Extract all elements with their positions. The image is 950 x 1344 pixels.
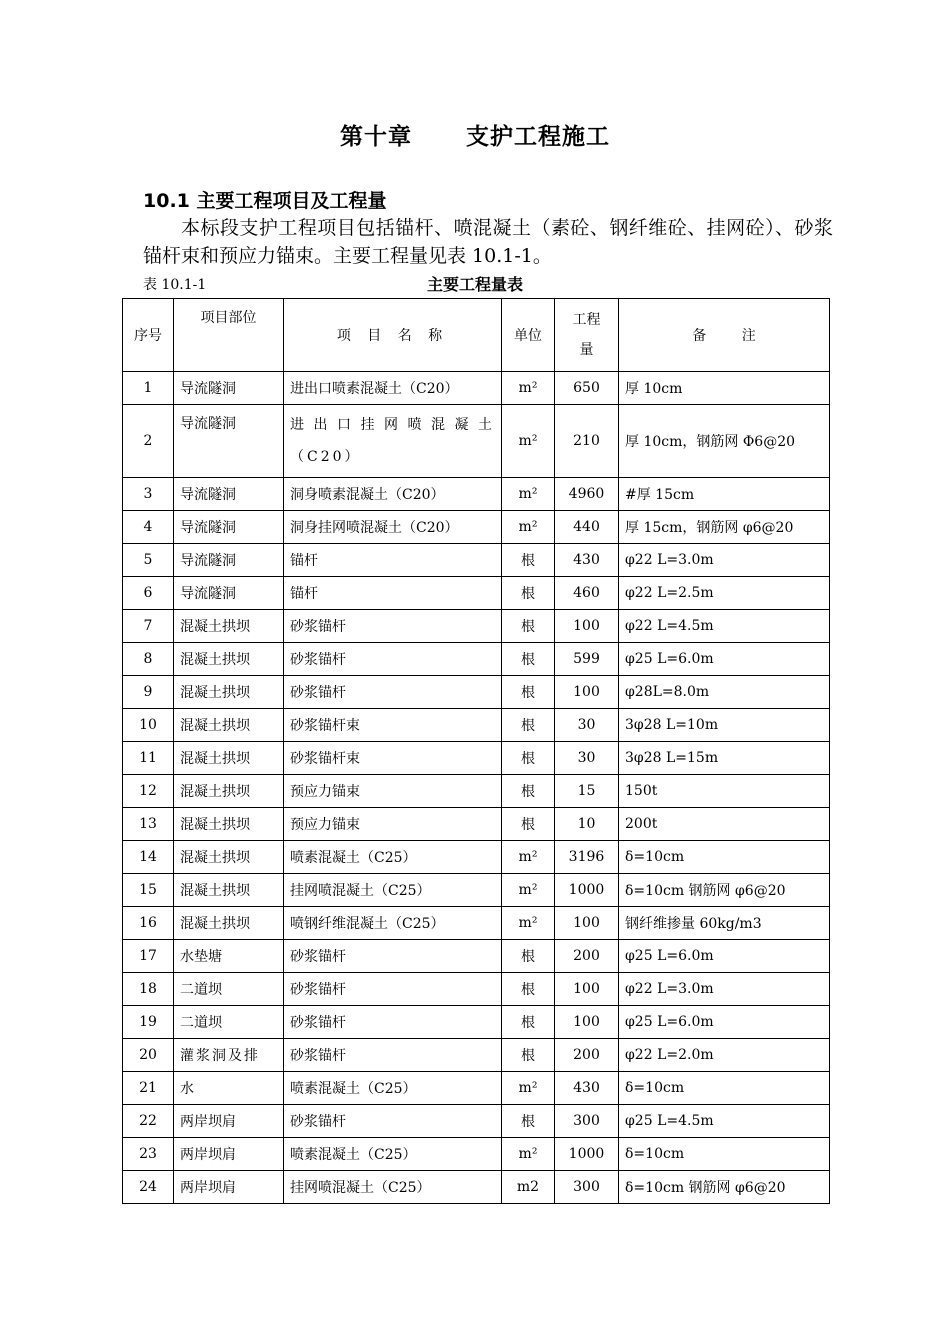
cell-unit: 根: [502, 973, 555, 1006]
cell-qty: 430: [555, 544, 619, 577]
cell-name: 喷素混凝土（C25）: [284, 1138, 502, 1171]
cell-remark: φ25 L=6.0m: [619, 1006, 830, 1039]
cell-unit: [502, 372, 555, 405]
cell-unit: [502, 1138, 555, 1171]
header-seq: 序号: [123, 299, 174, 372]
cell-unit: 根: [502, 610, 555, 643]
cell-unit: 根: [502, 544, 555, 577]
cell-remark: δ=10cm: [619, 841, 830, 874]
cell-unit: [502, 907, 555, 940]
cell-seq: 11: [123, 742, 174, 775]
cell-name: 进出口挂网喷混凝土（C20）: [284, 405, 502, 478]
cell-qty: 599: [555, 643, 619, 676]
cell-remark: 200t: [619, 808, 830, 841]
table-row: [123, 643, 830, 676]
table-row: [123, 940, 830, 973]
cell-name: 喷素混凝土（C25）: [284, 841, 502, 874]
cell-part: 导流隧洞: [174, 478, 284, 511]
cell-name: 砂浆锚杆: [284, 940, 502, 973]
table-row: [123, 1171, 830, 1204]
cell-unit: 根: [502, 577, 555, 610]
table-row: [123, 577, 830, 610]
cell-name: 预应力锚束: [284, 775, 502, 808]
table-row: [123, 405, 830, 478]
cell-name: 砂浆锚杆: [284, 610, 502, 643]
cell-remark: φ22 L=3.0m: [619, 544, 830, 577]
cell-remark: 厚 10cm: [619, 372, 830, 405]
unit-text: m²: [518, 882, 538, 898]
cell-part: 导流隧洞: [174, 372, 284, 405]
cell-name: 喷钢纤维混凝土（C25）: [284, 907, 502, 940]
header-qty: 工程量: [555, 299, 619, 372]
cell-seq: 9: [123, 676, 174, 709]
table-header-row: [123, 299, 830, 372]
cell-name: 喷素混凝土（C25）: [284, 1072, 502, 1105]
cell-qty: 210: [555, 405, 619, 478]
cell-remark: δ=10cm 钢筋网 φ6@20: [619, 874, 830, 907]
table-row: [123, 1138, 830, 1171]
cell-unit: 根: [502, 742, 555, 775]
cell-unit: [502, 511, 555, 544]
cell-part: 两岸坝肩: [174, 1171, 284, 1204]
cell-seq: 2: [123, 405, 174, 478]
table-row: [123, 1039, 830, 1072]
cell-remark: δ=10cm: [619, 1072, 830, 1105]
table-row: [123, 709, 830, 742]
cell-name: 挂网喷混凝土（C25）: [284, 1171, 502, 1204]
table-row: [123, 775, 830, 808]
cell-remark: φ25 L=6.0m: [619, 940, 830, 973]
cell-remark: #厚 15cm: [619, 478, 830, 511]
cell-name: 锚杆: [284, 577, 502, 610]
cell-unit: 根: [502, 808, 555, 841]
cell-part: 混凝土拱坝: [174, 742, 284, 775]
cell-remark: 钢纤维掺量 60kg/m3: [619, 907, 830, 940]
cell-seq: 5: [123, 544, 174, 577]
cell-qty: 430: [555, 1072, 619, 1105]
cell-part: 二道坝: [174, 1006, 284, 1039]
cell-unit: m2: [502, 1171, 555, 1204]
cell-qty: 300: [555, 1171, 619, 1204]
cell-remark: 3φ28 L=15m: [619, 742, 830, 775]
table-row: [123, 1006, 830, 1039]
cell-name: 进出口喷素混凝土（C20）: [284, 372, 502, 405]
unit-text: m²: [518, 1080, 538, 1096]
cell-name: 砂浆锚杆: [284, 1039, 502, 1072]
table-row: [123, 973, 830, 1006]
header-unit: 单位: [502, 299, 555, 372]
cell-unit: 根: [502, 940, 555, 973]
cell-seq: 16: [123, 907, 174, 940]
cell-name: 砂浆锚杆: [284, 643, 502, 676]
cell-qty: 4960: [555, 478, 619, 511]
cell-seq: 14: [123, 841, 174, 874]
cell-remark: φ22 L=4.5m: [619, 610, 830, 643]
table-row: [123, 742, 830, 775]
cell-seq: 1: [123, 372, 174, 405]
cell-remark: δ=10cm 钢筋网 φ6@20: [619, 1171, 830, 1204]
cell-name: 砂浆锚杆: [284, 1105, 502, 1138]
cell-qty: 1000: [555, 1138, 619, 1171]
cell-unit: 根: [502, 676, 555, 709]
cell-seq: 8: [123, 643, 174, 676]
cell-name: 锚杆: [284, 544, 502, 577]
cell-part: 导流隧洞: [174, 405, 284, 478]
cell-name: 洞身喷素混凝土（C20）: [284, 478, 502, 511]
cell-remark: δ=10cm: [619, 1138, 830, 1171]
cell-qty: 10: [555, 808, 619, 841]
body-paragraph: 本标段支护工程项目包括锚杆、喷混凝土（素砼、钢纤维砼、挂网砼）、砂浆锚杆束和预应力锚束。主要工程量见表 10.1-1。: [143, 217, 833, 267]
cell-seq: 23: [123, 1138, 174, 1171]
cell-name: 砂浆锚杆束: [284, 742, 502, 775]
cell-remark: φ28L=8.0m: [619, 676, 830, 709]
unit-text: m²: [518, 433, 538, 449]
cell-seq: 22: [123, 1105, 174, 1138]
cell-remark: 厚 10cm，钢筋网 Φ6@20: [619, 405, 830, 478]
cell-part: 混凝土拱坝: [174, 808, 284, 841]
cell-unit: 根: [502, 1039, 555, 1072]
cell-qty: 200: [555, 940, 619, 973]
cell-qty: 100: [555, 610, 619, 643]
table-row: [123, 478, 830, 511]
cell-seq: 15: [123, 874, 174, 907]
cell-seq: 21: [123, 1072, 174, 1105]
cell-seq: 12: [123, 775, 174, 808]
cell-seq: 7: [123, 610, 174, 643]
cell-part: 两岸坝肩: [174, 1105, 284, 1138]
cell-unit: [502, 405, 555, 478]
cell-qty: 3196: [555, 841, 619, 874]
cell-remark: φ25 L=6.0m: [619, 643, 830, 676]
table-row: [123, 1105, 830, 1138]
cell-seq: 6: [123, 577, 174, 610]
cell-unit: 根: [502, 1006, 555, 1039]
unit-text: m²: [518, 486, 538, 502]
unit-text: m²: [518, 915, 538, 931]
cell-seq: 3: [123, 478, 174, 511]
cell-part: 两岸坝肩: [174, 1138, 284, 1171]
cell-qty: 100: [555, 973, 619, 1006]
cell-qty: 100: [555, 676, 619, 709]
cell-qty: 440: [555, 511, 619, 544]
cell-remark: φ22 L=2.0m: [619, 1039, 830, 1072]
table-row: [123, 610, 830, 643]
cell-qty: 200: [555, 1039, 619, 1072]
table-caption: 主要工程量表: [426, 275, 523, 294]
table-label: 表 10.1-1: [143, 277, 207, 293]
unit-text: m²: [518, 519, 538, 535]
cell-seq: 4: [123, 511, 174, 544]
cell-unit: [502, 478, 555, 511]
table-row: [123, 544, 830, 577]
cell-part: 灌浆洞及排: [174, 1039, 284, 1072]
cell-qty: 30: [555, 742, 619, 775]
cell-remark: 厚 15cm，钢筋网 φ6@20: [619, 511, 830, 544]
cell-part: 水: [174, 1072, 284, 1105]
cell-qty: 15: [555, 775, 619, 808]
cell-name: 砂浆锚杆: [284, 973, 502, 1006]
cell-qty: 1000: [555, 874, 619, 907]
cell-qty: 300: [555, 1105, 619, 1138]
cell-part: 二道坝: [174, 973, 284, 1006]
cell-part: 混凝土拱坝: [174, 775, 284, 808]
cell-unit: 根: [502, 775, 555, 808]
cell-remark: φ22 L=3.0m: [619, 973, 830, 1006]
table-row: [123, 511, 830, 544]
cell-seq: 17: [123, 940, 174, 973]
cell-seq: 24: [123, 1171, 174, 1204]
cell-remark: φ25 L=4.5m: [619, 1105, 830, 1138]
cell-remark: 150t: [619, 775, 830, 808]
cell-unit: 根: [502, 643, 555, 676]
unit-text: m²: [518, 380, 538, 396]
cell-unit: [502, 1072, 555, 1105]
section-heading: 10.1 主要工程项目及工程量: [143, 190, 387, 212]
table-row: [123, 874, 830, 907]
cell-name: 预应力锚束: [284, 808, 502, 841]
unit-text: m²: [518, 1146, 538, 1162]
table-row: [123, 841, 830, 874]
cell-seq: 10: [123, 709, 174, 742]
cell-part: 混凝土拱坝: [174, 907, 284, 940]
table-row: [123, 907, 830, 940]
table-row: [123, 676, 830, 709]
cell-name: 砂浆锚杆: [284, 676, 502, 709]
cell-qty: 650: [555, 372, 619, 405]
cell-part: 导流隧洞: [174, 511, 284, 544]
table-row: [123, 1072, 830, 1105]
cell-part: 导流隧洞: [174, 577, 284, 610]
cell-remark: φ22 L=2.5m: [619, 577, 830, 610]
cell-qty: 460: [555, 577, 619, 610]
cell-seq: 19: [123, 1006, 174, 1039]
cell-qty: 100: [555, 1006, 619, 1039]
cell-name: 挂网喷混凝土（C25）: [284, 874, 502, 907]
cell-qty: 100: [555, 907, 619, 940]
cell-name: 洞身挂网喷混凝土（C20）: [284, 511, 502, 544]
cell-part: 混凝土拱坝: [174, 709, 284, 742]
chapter-title: 第十章 支护工程施工: [339, 124, 611, 150]
cell-seq: 13: [123, 808, 174, 841]
header-part: 项目部位: [174, 299, 284, 372]
cell-qty: 30: [555, 709, 619, 742]
cell-part: 混凝土拱坝: [174, 874, 284, 907]
cell-part: 混凝土拱坝: [174, 841, 284, 874]
cell-part: 导流隧洞: [174, 544, 284, 577]
cell-seq: 20: [123, 1039, 174, 1072]
cell-unit: 根: [502, 709, 555, 742]
table-row: [123, 808, 830, 841]
header-name: 项 目 名 称: [284, 299, 502, 372]
cell-remark: 3φ28 L=10m: [619, 709, 830, 742]
cell-part: 混凝土拱坝: [174, 643, 284, 676]
cell-seq: 18: [123, 973, 174, 1006]
table-row: [123, 372, 830, 405]
unit-text: m²: [518, 849, 538, 865]
cell-part: 混凝土拱坝: [174, 610, 284, 643]
cell-unit: [502, 841, 555, 874]
header-remark: 备 注: [619, 299, 830, 372]
cell-unit: 根: [502, 1105, 555, 1138]
cell-name: 砂浆锚杆: [284, 1006, 502, 1039]
cell-part: 水垫塘: [174, 940, 284, 973]
cell-unit: [502, 874, 555, 907]
cell-name: 砂浆锚杆束: [284, 709, 502, 742]
quantities-table: [122, 298, 830, 1204]
cell-part: 混凝土拱坝: [174, 676, 284, 709]
